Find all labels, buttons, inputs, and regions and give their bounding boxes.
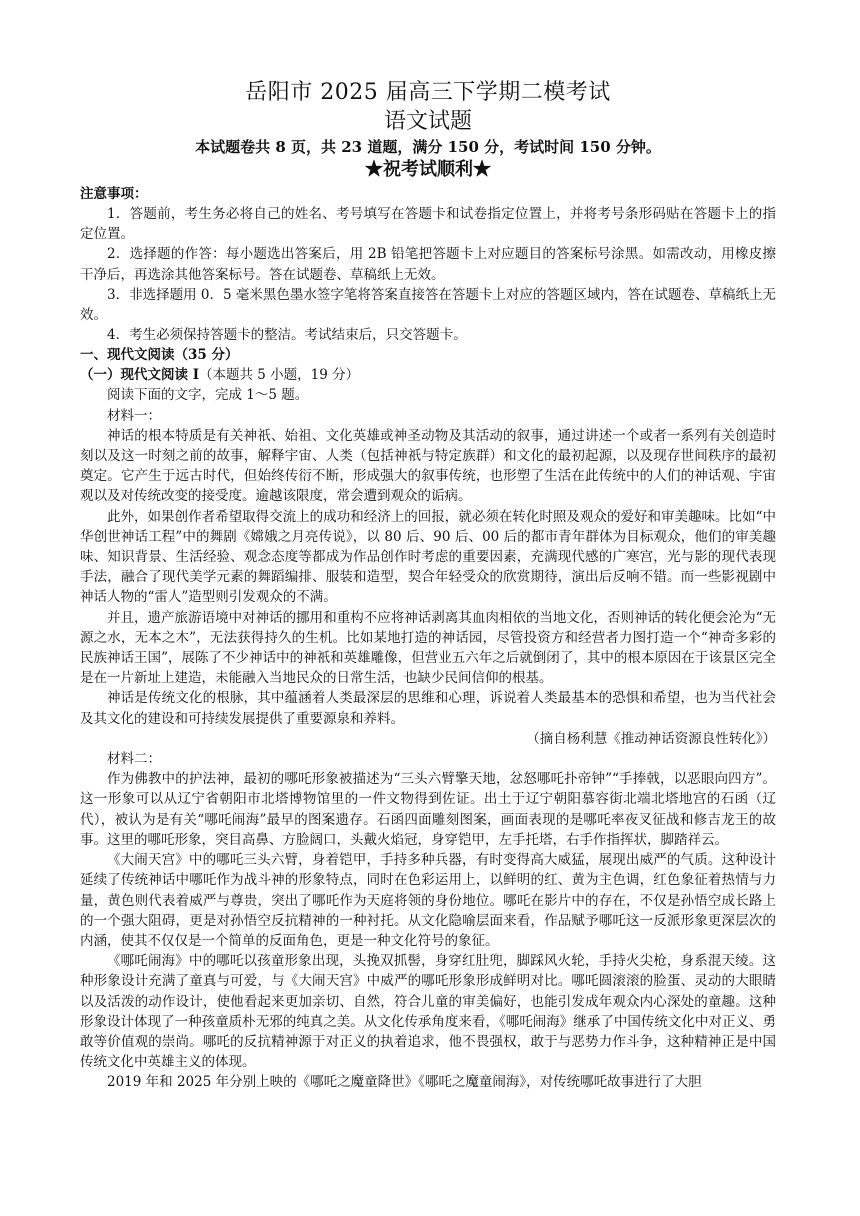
note-item-4: 4．考生必须保持答题卡的整洁。考试结束后，只交答题卡。: [107, 327, 467, 344]
material2-paragraph-3: 《哪吒闹海》中的哪吒以孩童形象出现，头挽双抓髻，身穿红肚兜，脚踩风火轮，手持火尖枪，身系混天绫。这种形象设计充满了童真与可爱，与《大闹天宫》中威严的哪吒形象形成鲜明对比。哪吒圆滚滚的脸蛋、灵动的大眼睛以及活泼的动作设计，使他看起来更加亲切、自然，符合儿童的审美偏好，也能引发成年观众内心深处的童趣。这种形象设计体现了一种孩童质朴无邪的纯真之美。从文化传承角度来看，《哪吒闹海》继承了中国传统文化中对正义、勇敢等价值观的崇尚。哪吒的反抗精神源于对正义的执着追求，他不畏强权，敢于与恶势力作斗争，这种精神正是中国传统文化中英雄主义的体现。: [80, 953, 776, 1071]
material2-label: 材料二：: [107, 751, 161, 768]
exam-page: [80, 78, 776, 1093]
note-item-1: 1．答题前，考生务必将自己的姓名、考号填写在答题卡和试卷指定位置上，并将考号条形码贴在答题卡上的指定位置。: [80, 206, 776, 243]
sub-section-note: （本题共 5 小题，19 分）: [199, 367, 360, 384]
material2-paragraph-2: 《大闹天宫》中的哪吒三头六臂，身着铠甲，手持多种兵器，有时变得高大威猛，展现出威严的气质。这种设计延续了传统神话中哪吒作为战斗神的形象特点，同时在色彩运用上，以鲜明的红、黄为主色调，红色象征着热情与力量，黄色则代表着威严与尊贵，突出了哪吒作为天庭将领的身份地位。哪吒在影片中的存在，不仅是孙悟空成长路上的一个强大阻碍，更是对孙悟空反抗精神的一种衬托。从文化隐喻层面来看，作品赋予哪吒这一反派形象更深层次的内涵，使其不仅仅是一个简单的反面角色，更是一种文化符号的象征。: [80, 852, 776, 949]
exam-info: 本试题卷共 8 页，共 23 道题，满分 150 分，考试时间 150 分钟。: [195, 138, 661, 156]
note-item-3: 3．非选择题用 0．5 毫米黑色墨水签字笔将答案直接答在答题卡上对应的答题区域内，答在试题卷、草稿纸上无效。: [80, 286, 776, 324]
sub-section-heading: [80, 365, 776, 385]
exam-wish: ★祝考试顺利★: [365, 159, 491, 180]
sub-section-title: （一）现代文阅读 I: [80, 367, 200, 384]
material2-paragraph-4: 2019 年和 2025 年分别上映的《哪吒之魔童降世》《哪吒之魔童闹海》，对传统哪吒故事进行了大胆: [107, 1074, 702, 1091]
material1-label: 材料一：: [107, 407, 161, 424]
material1-paragraph-2: 此外，如果创作者希望取得交流上的成功和经济上的回报，就必须在转化时照及观众的爱好和审美趣味。比如“中华创世神话工程”中的舞剧《嫦娥之月亮传说》，以 80 后、90 后、00 后的都市青年群体为目标观众，他们的审美趣味、知识背景、生活经验、观念态度等都成为作品创作时考虑的重要因素，充满现代感的广寒宫，光与影的现代表现手法，融合了现代美学元素的舞蹈编排、服装和造型，契合年轻受众的欣赏期待，演出后反响不错。而一些影视剧中神话人物的“雷人”造型则引发观众的不满。: [80, 508, 776, 606]
note-item-2: 2．选择题的作答：每小题选出答案后，用 2B 铅笔把答题卡上对应题目的答案标号涂黑。如需改动，用橡皮擦干净后，再选涂其他答案标号。答在试题卷、草稿纸上无效。: [80, 246, 776, 283]
section-heading: 一、现代文阅读（35 分）: [80, 347, 239, 364]
material1-paragraph-4: 神话是传统文化的根脉，其中蕴涵着人类最深层的思维和心理，诉说着人类最基本的恐惧和希望，也为当代社会及其文化的建设和可持续发展提供了重要源泉和养料。: [80, 690, 776, 727]
exam-title: 岳阳市 2025 届高三下学期二模考试: [245, 80, 611, 105]
reading-instruction: 阅读下面的文字，完成 1～5 题。: [107, 387, 309, 404]
material1-source: （摘自杨利慧《推动神话资源良性转化》）: [526, 730, 776, 747]
material1-paragraph-3: 并且，遗产旅游语境中对神话的挪用和重构不应将神话剥离其血肉相依的当地文化，否则神话的转化便会沦为“无源之水，无本之木”，无法获得持久的生机。比如某地打造的神话园，尽管投资方和经营者力图打造一个“神奇多彩的民族神话王国”，展陈了不少神话中的神祇和英雄雕像，但营业五六年之后就倒闭了，其中的根本原因在于该景区完全是在一片新址上建造，未能融入当地民众的日常生活，也缺少民间信仰的根基。: [80, 609, 776, 687]
exam-subtitle: 语文试题: [383, 109, 472, 134]
material1-paragraph-1: 神话的根本特质是有关神祇、始祖、文化英雄或神圣动物及其活动的叙事，通过讲述一个或者一系列有关创造时刻以及这一时刻之前的故事，解释宇宙、人类（包括神祇与特定族群）和文化的最初起源，以及现存世间秩序的最初奠定。它产生于远古时代，但始终传衍不断，形成强大的叙事传统，也形塑了生活在此传统中的人们的神话观、宇宙观以及对传统改变的接受度。逾越该限度，常会遭到观众的诟病。: [80, 427, 776, 505]
notes-heading: 注意事项：: [80, 186, 148, 202]
material2-paragraph-1: 作为佛教中的护法神，最初的哪吒形象被描述为“三头六臂擎天地，忿怒哪吒扑帝钟”“手捧戟，以恶眼向四方”。这一形象可以从辽宁省朝阳市北塔博物馆里的一件文物得到佐证。出土于辽宁朝阳慕容街北端北塔地宫的石函（辽代），被认为是有关“哪吒闹海”最早的图案遗存。石函四面雕刻图案，画面表现的是哪吒率夜叉征战和修吉龙王的故事。这里的哪吒形象，突目高鼻、方脸阔口，头戴火焰冠，身穿铠甲，左手托塔，右手作指挥状，脚踏祥云。: [80, 771, 776, 848]
